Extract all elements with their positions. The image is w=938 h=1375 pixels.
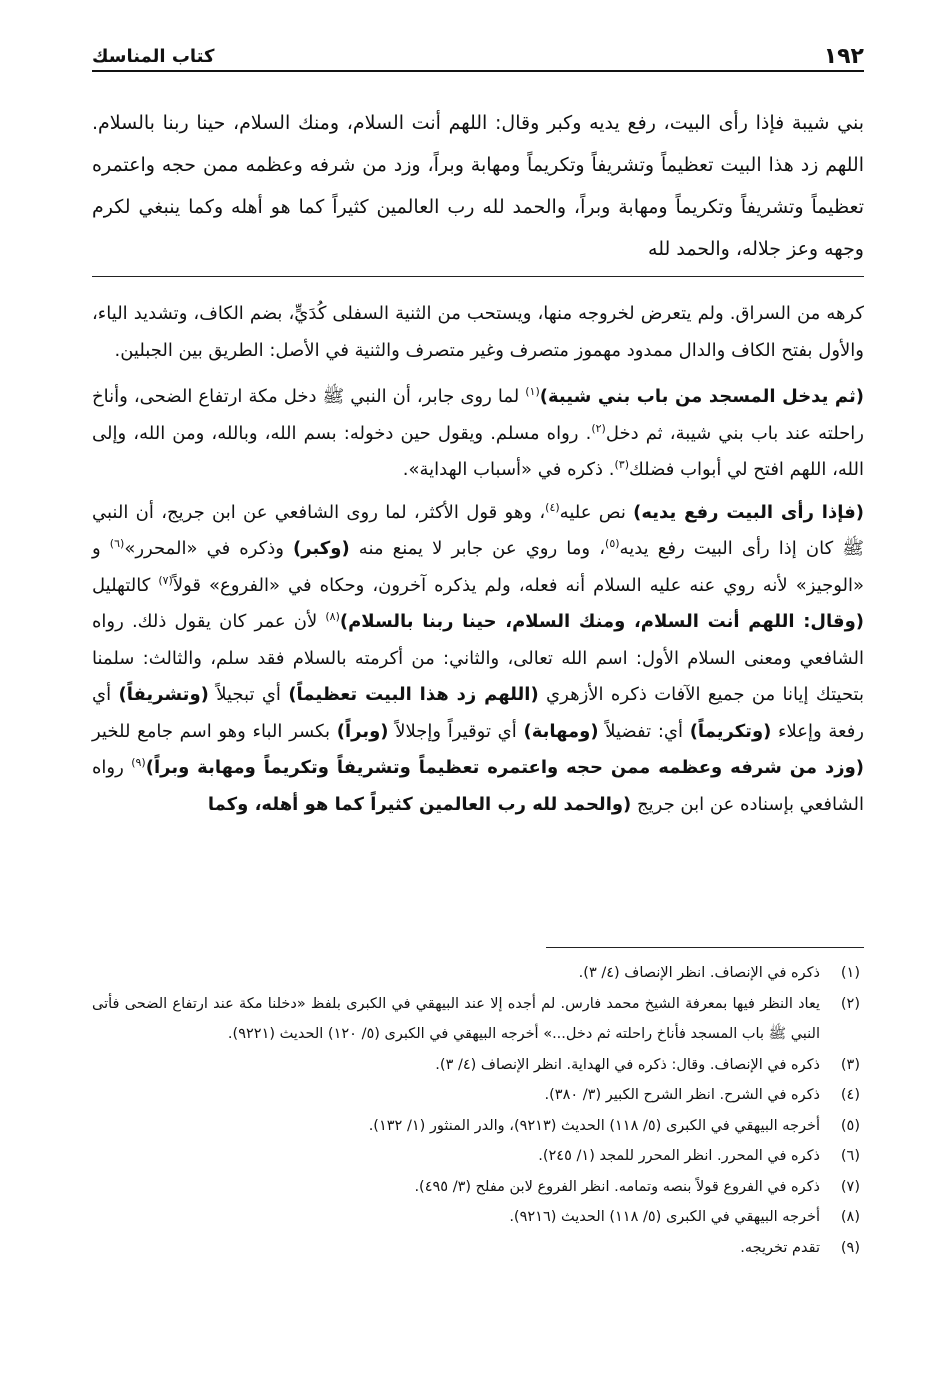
footnote-number: (٢) — [840, 995, 860, 1012]
footnote-6 — [92, 1141, 864, 1172]
footnotes — [92, 958, 864, 1263]
quoted-phrase: (اللهم زد هذا البيت تعظيماً) — [288, 684, 539, 705]
main-text: بني شيبة فإذا رأى البيت، رفع يديه وكبر وقال: اللهم أنت السلام، ومنك السلام، حينا ربنا بالسلام. اللهم زد هذا البيت تعظيماً وتشريفاً وتكريماً ومهابة وبراً، وزد من شرفه وعظمه ممن حجه واعتمره تعظيماً وتشريفاً وتكريماً ومهابة وبراً، والحمد لله رب العالمين كثيراً كما هو أهله وكما ينبغي لكرم وجهه وعز جلاله، والحمد لله — [92, 112, 864, 260]
commentary-paragraph-1: كرهه من السراق. ولم يتعرض لخروجه منها، ويستحب من الثنية السفلى كُدَيٍّ، بضم الكاف، وتشديد الياء، والأول بفتح الكاف والدال ممدود مهموز متصرف وغير متصرف والثنية في الأصل: الطريق بين الجبلين. — [92, 303, 864, 361]
footnote-number: (١) — [840, 965, 860, 981]
commentary-text: نص عليه — [559, 501, 634, 523]
footnote-ref[interactable]: (٩) — [131, 756, 146, 769]
footnote-ref[interactable]: (٤) — [545, 500, 560, 514]
main-text-separator — [92, 276, 864, 277]
footnote-5 — [92, 1111, 864, 1142]
quoted-phrase: (وبراً) — [336, 720, 389, 742]
footnote-text: ذكره في الإنصاف. وقال: ذكره في الهداية. انظر الإنصاف (٤/ ٣). — [435, 1056, 820, 1073]
commentary-text: ، وما روي عن جابر لا يمنع منه — [349, 538, 606, 559]
footnote-number: (٦) — [840, 1148, 860, 1164]
commentary-text: و «الوجيز» لأنه روي عنه عليه السلام أنه فعله، ولم يذكره آخرون، وحكاه في «الفروع» قولاً — [92, 538, 864, 596]
quoted-phrase: (فإذا رأى البيت رفع يديه) — [633, 501, 864, 523]
commentary — [92, 296, 864, 829]
footnote-ref[interactable]: (٣) — [614, 458, 630, 471]
commentary-text: أي: تفضيلاً — [598, 720, 690, 742]
footnote-3 — [92, 1050, 864, 1081]
footnote-7 — [92, 1172, 864, 1203]
footnote-8 — [92, 1202, 864, 1233]
header-rule — [92, 70, 864, 72]
quoted-phrase: (وتكريماً) — [689, 720, 772, 742]
commentary-text: بكسر الباء وهو اسم جامع للخير — [92, 720, 337, 742]
commentary-text: لما روى جابر، أن النبي ﷺ دخل مكة ارتفاع الضحى، وأناخ راحلته عند باب بني شيبة، ثم دخل — [92, 386, 864, 444]
commentary-text: أي توقيراً وإجلالاً — [388, 720, 524, 742]
footnote-text: ذكره في الشرح. انظر الشرح الكبير (٣/ ٣٨٠). — [544, 1087, 820, 1103]
commentary-paragraph-2 — [92, 379, 864, 489]
footnote-ref[interactable]: (٦) — [109, 537, 125, 550]
footnote-text: أخرجه البيهقي في الكبرى (٥/ ١١٨) الحديث (٩٢١٣)، والدر المنثور (١/ ١٣٢). — [368, 1117, 820, 1134]
footnote-9 — [92, 1233, 864, 1264]
commentary-text: رواه الشافعي بإسناده عن ابن جريج — [92, 757, 864, 815]
footnote-1 — [92, 958, 864, 989]
running-title: كتاب المناسك — [92, 46, 215, 67]
footnote-text: ذكره في الفروع قولاً بنصه وتمامه. انظر الفروع لابن مفلح (٣/ ٤٩٥). — [414, 1178, 820, 1195]
footnotes-separator — [546, 947, 864, 948]
quoted-phrase: (ثم يدخل المسجد من باب بني شيبة) — [539, 386, 865, 407]
footnote-4 — [92, 1080, 864, 1111]
quoted-phrase: (وزد من شرفه وعظمه ممن حجه واعتمره تعظيماً وتشريفاً وتكريماً ومهابة وبراً) — [145, 757, 864, 778]
page-header — [92, 40, 864, 74]
footnote-ref[interactable]: (٢) — [591, 421, 606, 435]
footnote-text: أخرجه البيهقي في الكبرى (٥/ ١١٨) الحديث (٩٢١٦). — [509, 1209, 820, 1225]
footnote-number: (٧) — [840, 1178, 860, 1195]
commentary-text: ، وهو قول الأكثر، لما روى الشافعي عن ابن جريج، أن النبي ﷺ كان إذا رأى البيت رفع يديه — [92, 501, 864, 559]
commentary-paragraph-3 — [92, 495, 864, 824]
commentary-text: لأن عمر كان يقول ذلك. رواه الشافعي ومعنى السلام الأول: اسم الله تعالى، والثاني: من أكرمته بالسلام فقد سلم، والثالث: سلمنا بتحيتك إيانا من جميع الآفات ذكره الأزهري — [92, 611, 865, 705]
footnote-text: ذكره في المحرر. انظر المحرر للمجد (١/ ٢٤٥). — [538, 1148, 820, 1164]
footnote-number: (٥) — [840, 1117, 860, 1134]
footnote-number: (٣) — [840, 1056, 860, 1073]
footnote-text: تقدم تخريجه. — [740, 1239, 820, 1256]
commentary-text: . ذكره في «أسباب الهداية». — [402, 459, 615, 480]
quoted-phrase: (وتشريفاً) — [118, 684, 209, 705]
footnote-ref[interactable]: (١) — [525, 385, 540, 398]
commentary-text: أي تبجيلاً — [208, 684, 289, 705]
footnote-text: يعاد النظر فيها بمعرفة الشيخ محمد فارس. لم أجده إلا عند البيهقي في الكبرى بلفظ «دخلنا مكة عند ارتفاع الضحى فأتى النبي ﷺ باب المسجد فأناخ راحلته ثم دخل...» أخرجه البيهقي في الكبرى (٥/ ١٢٠) الحديث (٩٢٢١). — [92, 995, 820, 1042]
quoted-phrase: (ومهابة) — [523, 720, 599, 742]
quoted-phrase: (والحمد لله رب العالمين كثيراً كما هو أهله، وكما — [207, 793, 632, 815]
page-number: ١٩٢ — [823, 44, 864, 69]
quoted-phrase: (وكبر) — [293, 538, 350, 559]
document-page — [92, 40, 864, 1360]
footnote-number: (٤) — [840, 1087, 860, 1103]
commentary-text: كالتهليل — [92, 574, 159, 596]
footnote-ref[interactable]: (٧) — [158, 573, 173, 587]
footnote-2 — [92, 989, 864, 1050]
commentary-text: . رواه مسلم. ويقول حين دخوله: بسم الله، وبالله، ومن الله، وإلى الله، اللهم افتح لي أبواب فضلك — [92, 422, 864, 480]
commentary-text: وذكره في «المحرر» — [124, 538, 294, 559]
commentary-text: أي رفعة وإعلاء — [92, 684, 865, 742]
quoted-phrase: (وقال: اللهم أنت السلام، ومنك السلام، حينا ربنا بالسلام) — [339, 611, 864, 632]
footnote-number: (٨) — [840, 1209, 860, 1225]
footnote-ref[interactable]: (٨) — [325, 610, 340, 623]
footnote-text: ذكره في الإنصاف. انظر الإنصاف (٤/ ٣). — [578, 965, 820, 981]
footnote-ref[interactable]: (٥) — [605, 537, 620, 550]
footnote-number: (٩) — [840, 1239, 860, 1256]
